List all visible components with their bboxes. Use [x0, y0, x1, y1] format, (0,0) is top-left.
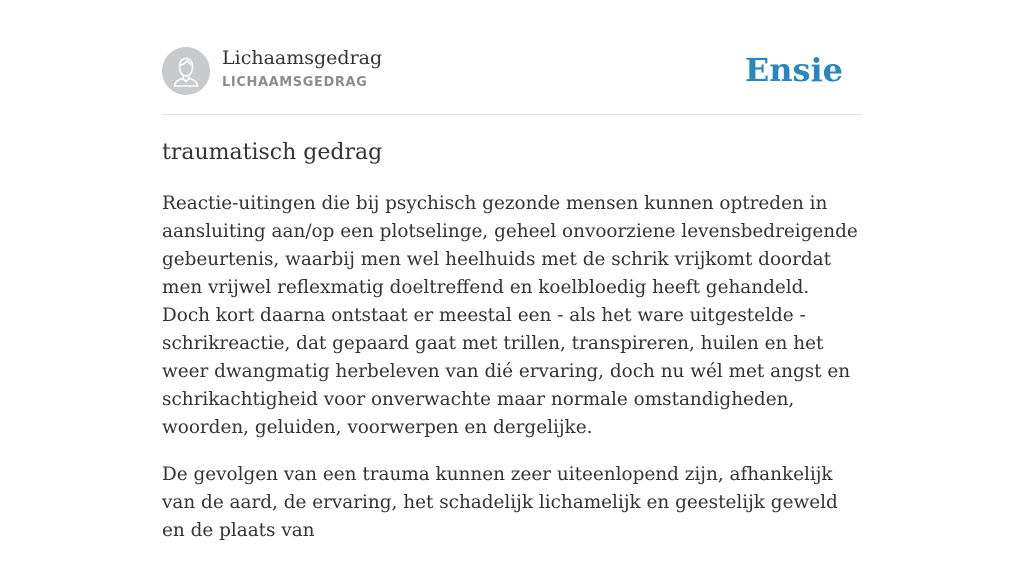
- entry-definition: [162, 190, 862, 564]
- author-source[interactable]: LICHAAMSGEDRAG: [222, 75, 368, 90]
- definition-paragraph: De gevolgen van een trauma kunnen zeer uiteenlopend zijn, afhankelijk van de aard, de ervaring, het schadelijk lichamelijk en geestelijk geweld en de plaats van: [162, 464, 838, 541]
- entry-header: [162, 0, 862, 115]
- entry-container: [162, 0, 862, 541]
- entry-term: traumatisch gedrag: [162, 140, 383, 165]
- author-name[interactable]: Lichaamsgedrag: [222, 47, 383, 69]
- author-avatar[interactable]: [162, 47, 210, 95]
- definition-paragraph: Reactie-uitingen die bij psychisch gezonde mensen kunnen optreden in aansluiting aan/op een plotselinge, geheel onvoorziene levensbedreigende gebeurtenis, waarbij men wel heelhuids met de schrik vrijkomt doordat men vrijwel reflexmatig doeltreffend en koelbloedig heeft gehandeld. Doch kort daarna ontstaat er meestal een - als het ware uitgestelde - schrikreactie, dat gepaard gaat met trillen, transpireren, huilen en het weer dwangmatig herbeleven van dié ervaring, doch nu wél met angst en schrikachtigheid voor onverwachte maar normale omstandigheden, woorden, geluiden, voorwerpen en dergelijke.: [162, 193, 858, 438]
- brand-logo[interactable]: Ensie: [744, 51, 843, 89]
- user-icon: [162, 47, 210, 95]
